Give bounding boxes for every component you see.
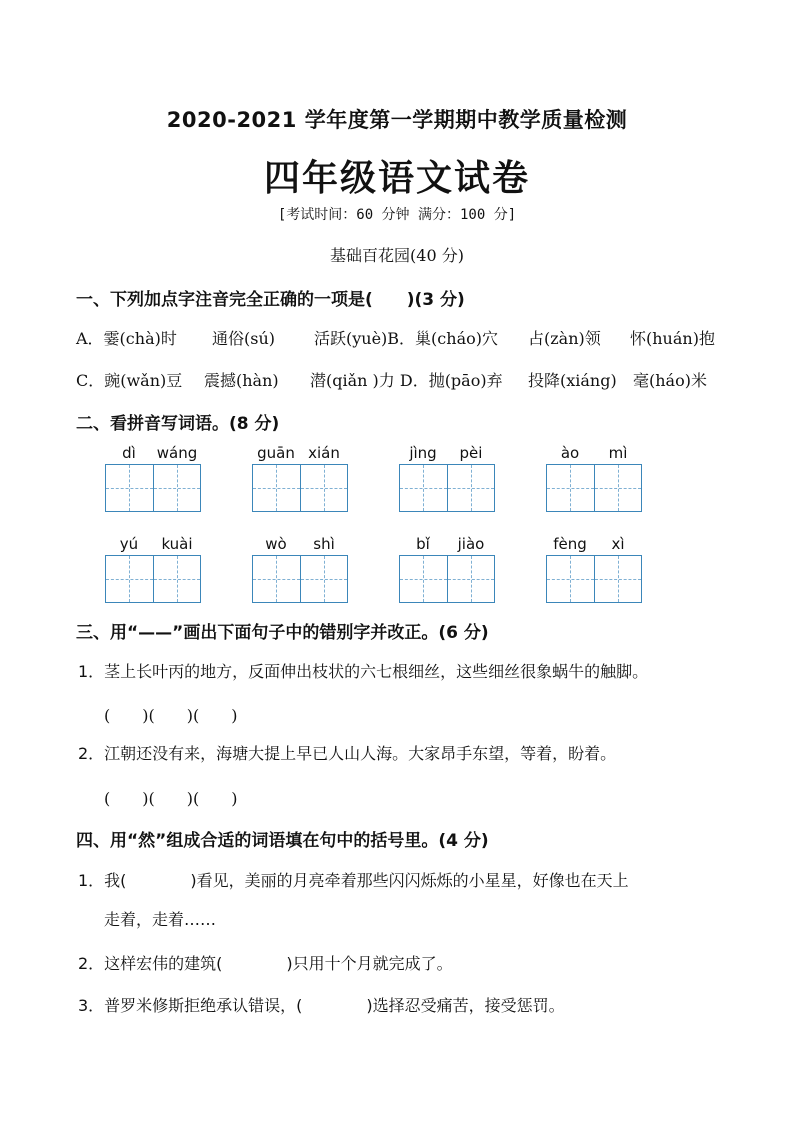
q1-option: 占(zàn)领 (528, 329, 601, 348)
exam-subtitle: 2020-2021 学年度第一学期期中教学质量检测 (166, 108, 628, 132)
pinyin-label: wò (265, 535, 287, 553)
q1-options-row1 (76, 326, 715, 349)
q1-option: 活跃(yuè)B．巢(cháo)穴 (314, 329, 498, 348)
q4-sentence-2: 2．这样宏伟的建筑( )只用十个月就完成了。 (78, 954, 453, 973)
pinyin-label: bǐ (416, 535, 430, 553)
q1-title: 一、下列加点字注音完全正确的一项是( )(3 分) (76, 290, 465, 310)
q1-option: 潜(qiǎn )力 D．抛(pāo)弃 (310, 371, 503, 390)
pinyin-label: shì (313, 535, 335, 553)
writing-box[interactable] (300, 556, 348, 602)
writing-box[interactable] (400, 465, 447, 511)
writing-box[interactable] (300, 465, 348, 511)
q3-answer-blanks-1[interactable]: ( )( )( ) (104, 706, 238, 725)
q1-option: C．豌(wǎn)豆 (76, 371, 183, 390)
q1-option: 通俗(sú) (212, 329, 276, 348)
pinyin-label: xì (611, 535, 625, 553)
pinyin-label: guān (257, 444, 295, 462)
writing-box[interactable] (447, 556, 495, 602)
exam-title: 四年级语文试卷 (263, 158, 530, 199)
q4-sentence-3: 3．普罗米修斯拒绝承认错误，( )选择忍受痛苦，接受惩罚。 (78, 996, 565, 1015)
pinyin-label: wáng (156, 444, 198, 462)
pinyin-label: ào (560, 444, 580, 462)
writing-box[interactable] (253, 556, 300, 602)
q3-sentence-2: 2．江朝还没有来，海塘大提上早已人山人海。大家昂手东望，等着，盼着。 (78, 744, 617, 763)
q1-option: 震撼(hàn) (204, 371, 279, 390)
pinyin-label: dì (122, 444, 136, 462)
writing-box[interactable] (594, 556, 642, 602)
pinyin-label: kuài (161, 535, 193, 553)
pinyin-label: mì (608, 444, 628, 462)
q4-title: 四、用“然”组成合适的词语填在句中的括号里。(4 分) (76, 831, 489, 851)
q2-title: 二、看拼音写词语。(8 分) (76, 414, 280, 434)
writing-box[interactable] (547, 465, 594, 511)
writing-box[interactable] (153, 465, 201, 511)
q4-sentence-1-continued: 走着，走着…… (104, 910, 217, 929)
q1-option: A．霎(chà)时 (76, 329, 177, 348)
q3-answer-blanks-2[interactable]: ( )( )( ) (104, 789, 238, 808)
pinyin-label: fèng (553, 535, 587, 553)
q4-sentence-1: 1．我( )看见，美丽的月亮牵着那些闪闪烁烁的小星星，好像也在天上 (78, 871, 629, 890)
q1-option: 投降(xiáng) (528, 371, 617, 390)
pinyin-label: jìng (409, 444, 437, 462)
pinyin-label: xián (308, 444, 340, 462)
part-title: 基础百花园(40 分) (330, 246, 464, 265)
pinyin-label: jiào (457, 535, 485, 553)
pinyin-label: pèi (459, 444, 483, 462)
writing-box[interactable] (594, 465, 642, 511)
q1-option: 怀(huán)抱 (630, 329, 715, 348)
q1-options-row2 (76, 368, 707, 391)
exam-info: [考试时间：60 分钟 满分：100 分] (277, 207, 517, 223)
writing-box[interactable] (253, 465, 300, 511)
q3-sentence-1: 1．茎上长叶丙的地方，反面伸出枝状的六七根细丝，这些细丝很象蜗牛的触脚。 (78, 662, 649, 681)
writing-box[interactable] (106, 465, 153, 511)
q3-title: 三、用“——”画出下面句子中的错别字并改正。(6 分) (76, 623, 489, 643)
writing-box[interactable] (447, 465, 495, 511)
pinyin-label: yú (119, 535, 139, 553)
writing-box[interactable] (106, 556, 153, 602)
writing-box[interactable] (400, 556, 447, 602)
writing-box[interactable] (153, 556, 201, 602)
q1-option: 毫(háo)米 (633, 371, 707, 390)
writing-box[interactable] (547, 556, 594, 602)
